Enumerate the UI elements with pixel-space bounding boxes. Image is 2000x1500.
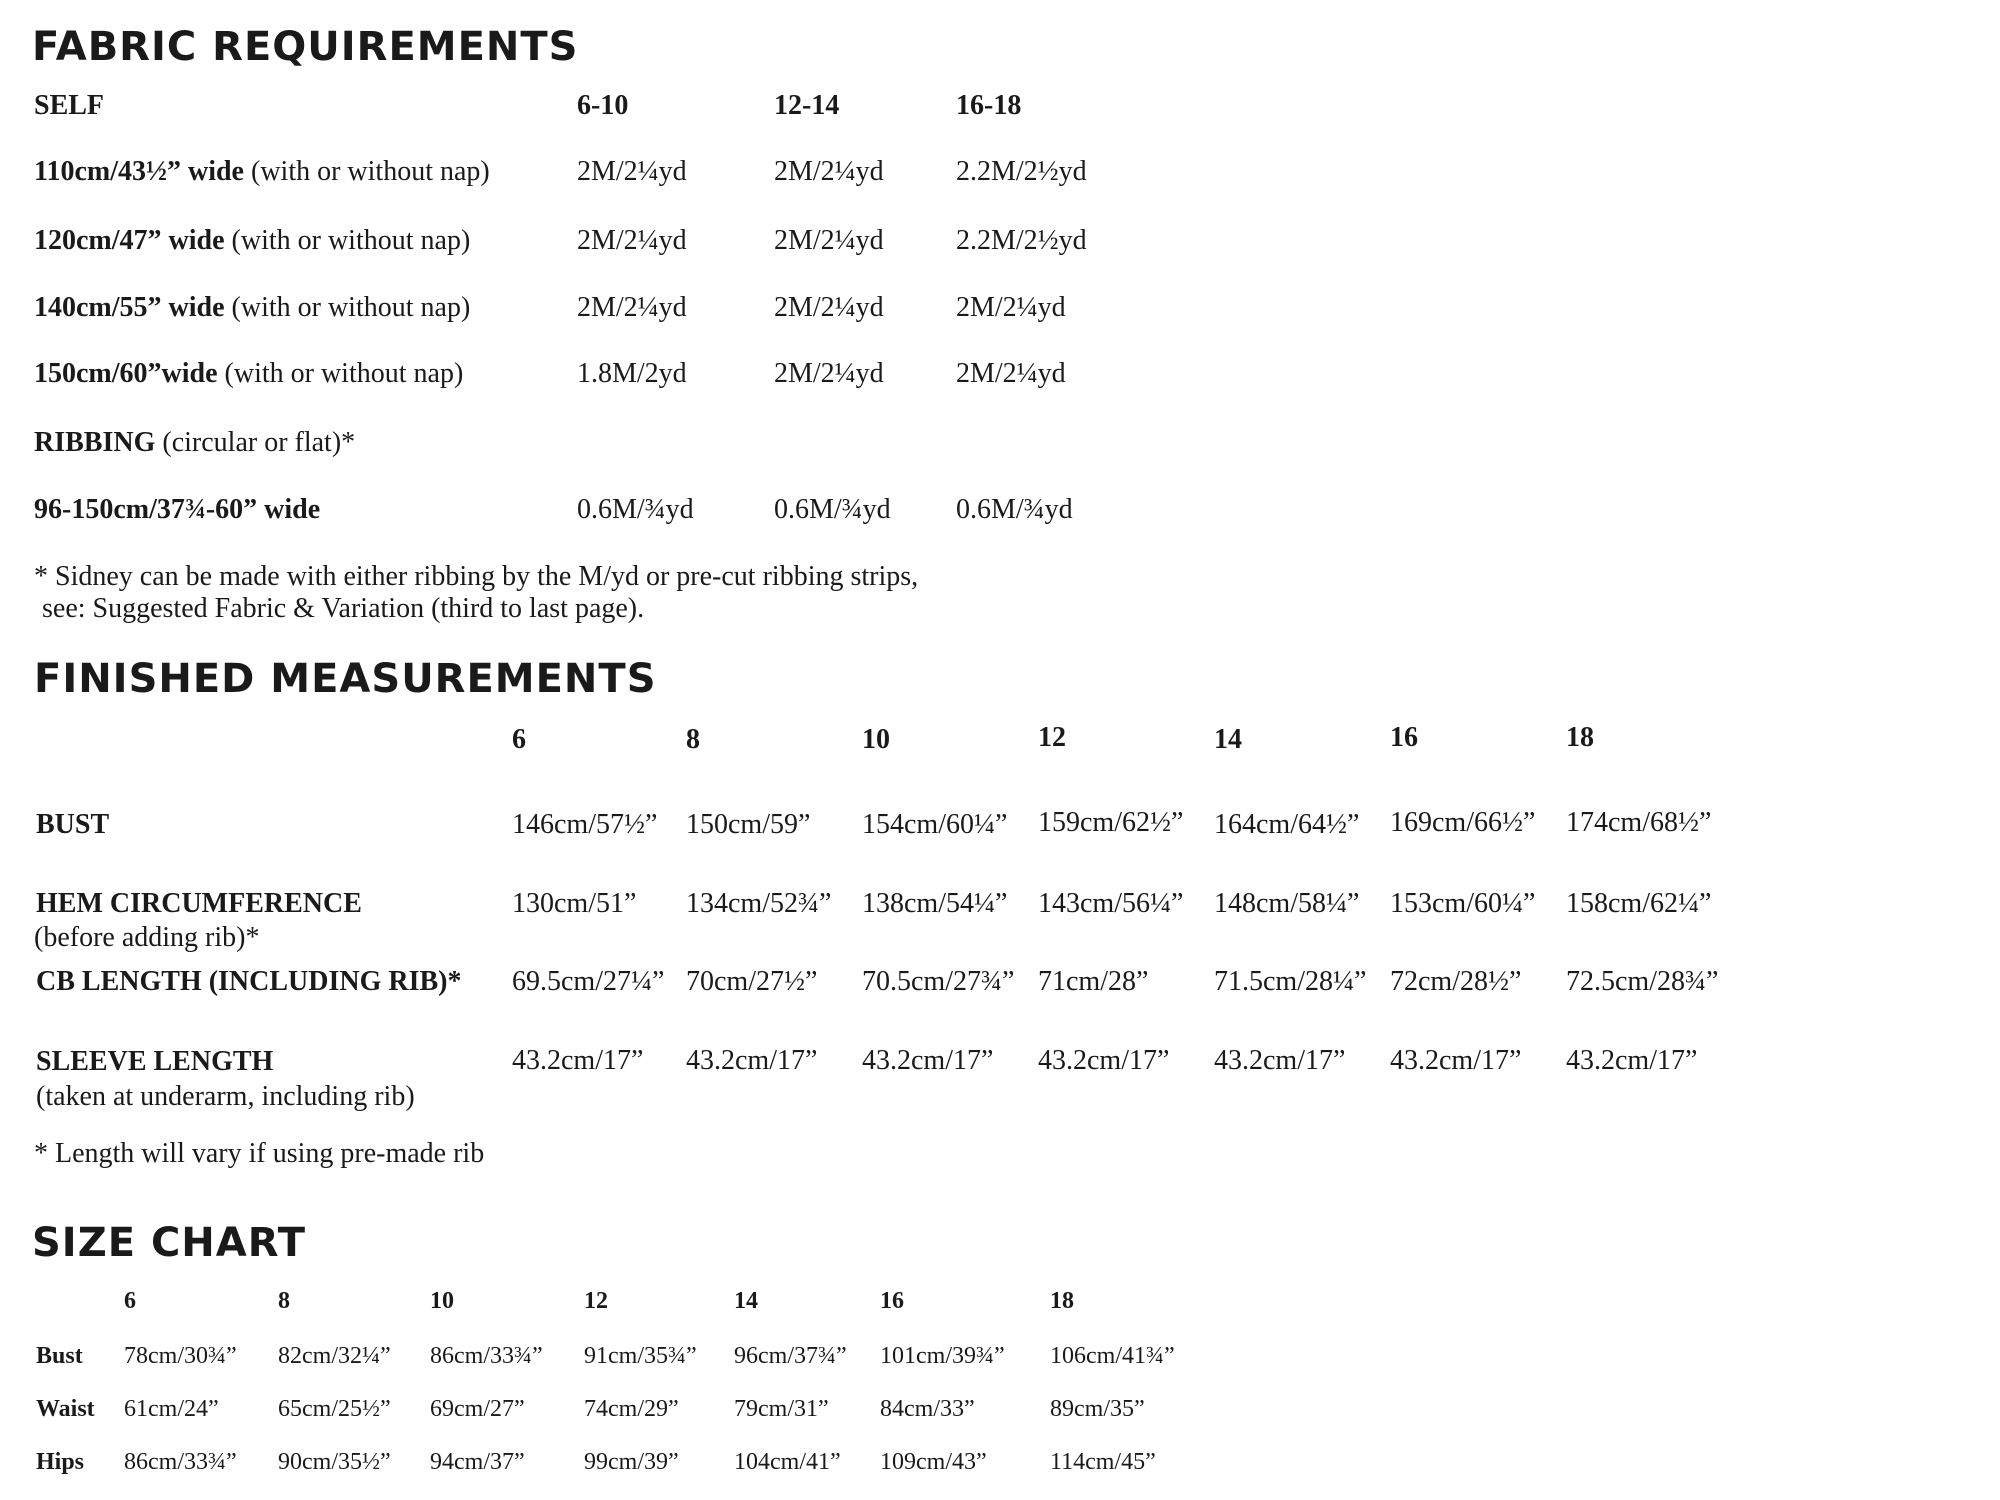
- size-chart-value: 86cm/33¾”: [124, 1449, 237, 1475]
- fabric-requirements-heading: FABRIC REQUIREMENTS: [32, 24, 579, 70]
- measurement-value: 134cm/52¾”: [686, 888, 832, 919]
- measurement-value: 72cm/28½”: [1390, 966, 1522, 997]
- measurement-value: 138cm/54¼”: [862, 888, 1008, 919]
- measurement-label-bust: BUST: [36, 809, 110, 840]
- size-chart-value: 91cm/35¾”: [584, 1343, 697, 1369]
- measurement-value: 159cm/62½”: [1038, 807, 1184, 838]
- measurement-value: 143cm/56¼”: [1038, 888, 1184, 919]
- size-chart-size-header: 18: [1050, 1288, 1074, 1314]
- size-chart-value: 94cm/37”: [430, 1449, 525, 1475]
- measurement-value: 148cm/58¼”: [1214, 888, 1360, 919]
- fabric-width-label: 150cm/60”wide (with or without nap): [34, 358, 464, 389]
- fabric-yardage: 2M/2¼yd: [774, 156, 884, 187]
- finished-size-header: 18: [1566, 722, 1594, 753]
- size-chart-size-header: 14: [734, 1288, 758, 1314]
- size-chart-size-header: 16: [880, 1288, 904, 1314]
- fabric-yardage: 2M/2¼yd: [577, 156, 687, 187]
- fabric-yardage: 2M/2¼yd: [774, 225, 884, 256]
- measurement-value: 146cm/57½”: [512, 809, 658, 840]
- size-chart-value: 84cm/33”: [880, 1396, 975, 1422]
- size-chart-size-header: 8: [278, 1288, 290, 1314]
- measurement-value: 174cm/68½”: [1566, 807, 1712, 838]
- ribbing-label: RIBBING (circular or flat)*: [34, 427, 356, 458]
- size-chart-value: 96cm/37¾”: [734, 1343, 847, 1369]
- finished-size-header: 14: [1214, 724, 1242, 755]
- finished-size-header: 10: [862, 724, 890, 755]
- fabric-width-label: 110cm/43½” wide (with or without nap): [34, 156, 490, 187]
- size-chart-value: 86cm/33¾”: [430, 1343, 543, 1369]
- measurement-value: 150cm/59”: [686, 809, 811, 840]
- ribbing-footnote-line2: see: Suggested Fabric & Variation (third to last page).: [42, 593, 645, 624]
- fabric-yardage: 1.8M/2yd: [577, 358, 687, 389]
- size-chart-label-waist: Waist: [36, 1396, 95, 1422]
- size-chart-size-header: 12: [584, 1288, 608, 1314]
- size-chart-value: 104cm/41”: [734, 1449, 841, 1475]
- size-chart-value: 101cm/39¾”: [880, 1343, 1005, 1369]
- fabric-width-label: 140cm/55” wide (with or without nap): [34, 292, 471, 323]
- finished-size-header: 12: [1038, 722, 1066, 753]
- measurement-sublabel-hem: (before adding rib)*: [34, 922, 260, 953]
- fabric-yardage: 2.2M/2½yd: [956, 156, 1087, 187]
- fabric-yardage: 2M/2¼yd: [577, 292, 687, 323]
- size-chart-value: 65cm/25½”: [278, 1396, 391, 1422]
- ribbing-footnote-line1: * Sidney can be made with either ribbing by the M/yd or pre-cut ribbing strips,: [34, 561, 919, 592]
- ribbing-yardage: 0.6M/¾yd: [577, 494, 694, 525]
- measurement-value: 71cm/28”: [1038, 966, 1149, 997]
- size-chart-value: 109cm/43”: [880, 1449, 987, 1475]
- finished-measurements-heading: FINISHED MEASUREMENTS: [34, 656, 657, 702]
- measurement-value: 43.2cm/17”: [686, 1045, 818, 1076]
- size-chart-value: 90cm/35½”: [278, 1449, 391, 1475]
- size-chart-label-hips: Hips: [36, 1449, 85, 1475]
- size-chart-size-header: 6: [124, 1288, 136, 1314]
- ribbing-yardage: 0.6M/¾yd: [956, 494, 1073, 525]
- measurement-value: 130cm/51”: [512, 888, 637, 919]
- measurement-value: 153cm/60¼”: [1390, 888, 1536, 919]
- measurement-value: 43.2cm/17”: [1038, 1045, 1170, 1076]
- size-chart-value: 106cm/41¾”: [1050, 1343, 1175, 1369]
- size-chart-value: 89cm/35”: [1050, 1396, 1145, 1422]
- ribbing-width-label: 96-150cm/37¾-60” wide: [34, 494, 321, 525]
- finished-footnote: * Length will vary if using pre-made rib: [34, 1138, 485, 1169]
- size-chart-value: 82cm/32¼”: [278, 1343, 391, 1369]
- measurement-label-hem: HEM CIRCUMFERENCE: [36, 888, 362, 919]
- size-chart-value: 79cm/31”: [734, 1396, 829, 1422]
- fabric-size-header: 16-18: [956, 90, 1022, 121]
- fabric-yardage: 2M/2¼yd: [956, 292, 1066, 323]
- measurement-value: 164cm/64½”: [1214, 809, 1360, 840]
- size-chart-label-bust: Bust: [36, 1343, 83, 1369]
- fabric-yardage: 2M/2¼yd: [577, 225, 687, 256]
- measurement-value: 72.5cm/28¾”: [1566, 966, 1719, 997]
- measurement-value: 70.5cm/27¾”: [862, 966, 1015, 997]
- size-chart-value: 99cm/39”: [584, 1449, 679, 1475]
- measurement-value: 71.5cm/28¼”: [1214, 966, 1367, 997]
- size-chart-size-header: 10: [430, 1288, 454, 1314]
- finished-size-header: 16: [1390, 722, 1418, 753]
- fabric-yardage: 2M/2¼yd: [956, 358, 1066, 389]
- measurement-value: 154cm/60¼”: [862, 809, 1008, 840]
- ribbing-yardage: 0.6M/¾yd: [774, 494, 891, 525]
- measurement-value: 43.2cm/17”: [862, 1045, 994, 1076]
- size-chart-value: 78cm/30¾”: [124, 1343, 237, 1369]
- measurement-sublabel-sleeve: (taken at underarm, including rib): [36, 1081, 415, 1112]
- size-chart-value: 74cm/29”: [584, 1396, 679, 1422]
- measurement-value: 169cm/66½”: [1390, 807, 1536, 838]
- fabric-yardage: 2M/2¼yd: [774, 292, 884, 323]
- fabric-size-header: 12-14: [774, 90, 840, 121]
- fabric-width-label: 120cm/47” wide (with or without nap): [34, 225, 471, 256]
- fabric-yardage: 2.2M/2½yd: [956, 225, 1087, 256]
- size-chart-value: 69cm/27”: [430, 1396, 525, 1422]
- measurement-value: 43.2cm/17”: [1214, 1045, 1346, 1076]
- fabric-size-header: 6-10: [577, 90, 629, 121]
- measurement-value: 43.2cm/17”: [1390, 1045, 1522, 1076]
- measurement-value: 69.5cm/27¼”: [512, 966, 665, 997]
- finished-size-header: 8: [686, 724, 700, 755]
- size-chart-value: 61cm/24”: [124, 1396, 219, 1422]
- finished-size-header: 6: [512, 724, 526, 755]
- measurement-value: 43.2cm/17”: [1566, 1045, 1698, 1076]
- measurement-label-sleeve-length: SLEEVE LENGTH: [36, 1046, 274, 1077]
- self-label: SELF: [34, 90, 105, 121]
- fabric-yardage: 2M/2¼yd: [774, 358, 884, 389]
- size-chart-heading: SIZE CHART: [32, 1220, 307, 1266]
- measurement-value: 43.2cm/17”: [512, 1045, 644, 1076]
- measurement-value: 158cm/62¼”: [1566, 888, 1712, 919]
- size-chart-value: 114cm/45”: [1050, 1449, 1156, 1475]
- measurement-label-cb-length: CB LENGTH (INCLUDING RIB)*: [36, 966, 462, 997]
- measurement-value: 70cm/27½”: [686, 966, 818, 997]
